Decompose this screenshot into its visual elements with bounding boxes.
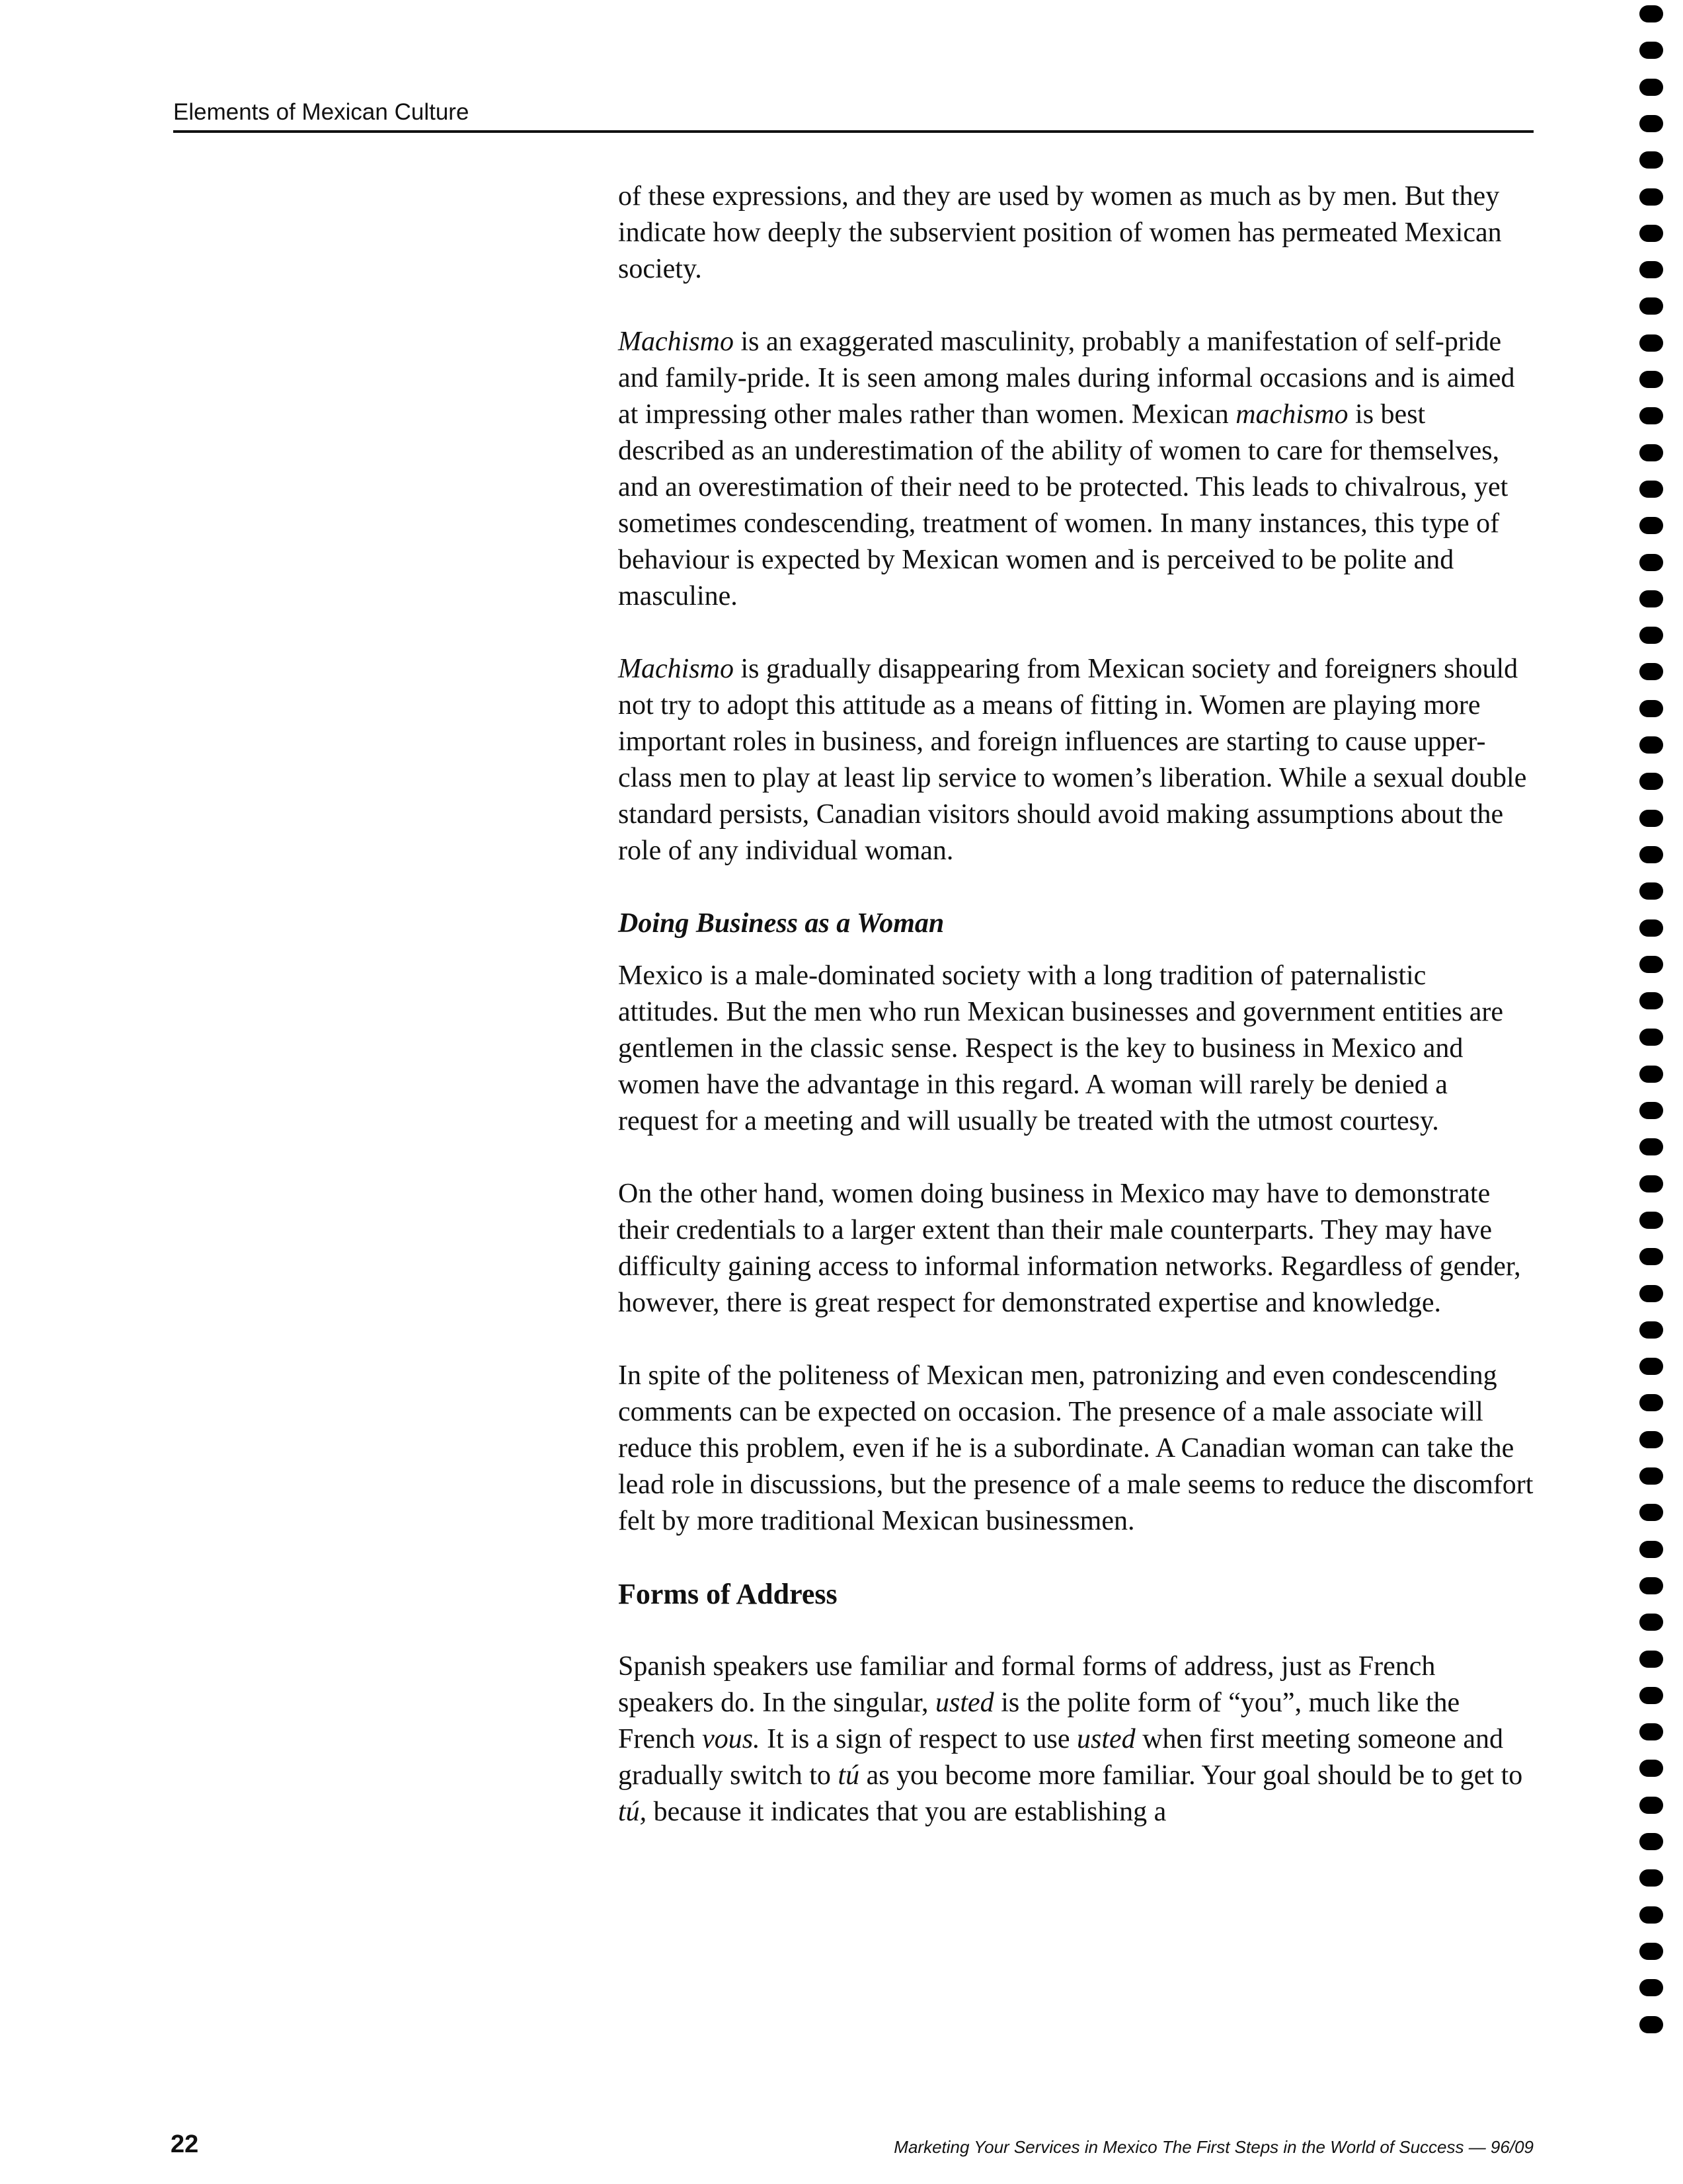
- binding-hole: [1639, 1760, 1663, 1777]
- binding-hole: [1639, 1029, 1663, 1046]
- term-machismo: machismo: [1235, 399, 1349, 430]
- running-header: Elements of Mexican Culture: [173, 99, 469, 125]
- binding-hole: [1639, 919, 1663, 937]
- binding-hole: [1639, 1321, 1663, 1339]
- paragraph-7: [618, 1649, 1534, 1830]
- section-heading-forms-of-address: Forms of Address: [618, 1578, 838, 1610]
- binding-hole: [1639, 736, 1663, 754]
- paragraph-7-text: It is a sign of respect to use: [760, 1724, 1077, 1754]
- binding-hole: [1639, 1394, 1663, 1411]
- binding-hole: [1639, 1358, 1663, 1375]
- binding-hole: [1639, 2016, 1663, 2033]
- binding-hole: [1639, 444, 1663, 461]
- binding-hole: [1639, 1504, 1663, 1521]
- binding-hole: [1639, 1614, 1663, 1631]
- binding-hole: [1639, 1175, 1663, 1192]
- paragraph-2: [618, 324, 1534, 615]
- binding-hole: [1639, 297, 1663, 315]
- binding-hole: [1639, 1979, 1663, 1996]
- binding-hole: [1639, 115, 1663, 132]
- running-footer: Marketing Your Services in Mexico The First Steps in the World of Success — 96/09: [894, 2137, 1534, 2157]
- page-number: 22: [171, 2130, 199, 2158]
- paragraph-1: of these expressions, and they are used by women as much as by men. But they indicate how deeply the subservient position of women has permeated Mexican society.: [618, 181, 1502, 284]
- binding-hole: [1639, 1066, 1663, 1083]
- term-machismo: Machismo: [618, 654, 734, 684]
- binding-hole: [1639, 1102, 1663, 1119]
- term-tu: tú: [838, 1760, 860, 1791]
- binding-hole: [1639, 663, 1663, 680]
- binding-hole: [1639, 590, 1663, 607]
- binding-hole: [1639, 481, 1663, 498]
- binding-hole: [1639, 1651, 1663, 1668]
- paragraph-3-text: is gradually disappearing from Mexican society and foreigners should not try to adopt this attitude as a means of fitting in. Women are playing more important roles in business, and foreign influences are starting to cause upper-class men to play at least lip service to women’s liberation. While a sexual double standard persists, Canadian visitors should avoid making assumptions about the role of any individual woman.: [618, 654, 1527, 866]
- binding-hole: [1639, 1797, 1663, 1814]
- binding-hole: [1639, 407, 1663, 424]
- paragraph-4: Mexico is a male-dominated society with a long tradition of paternalistic attitudes. But the men who run Mexican businesses and government entities are gentlemen in the classic sense. Respect is the key to business in Mexico and women have the advantage in this regard. A woman will rarely be denied a request for a meeting and will usually be treated with the utmost courtesy.: [618, 960, 1504, 1136]
- binding-hole: [1639, 79, 1663, 96]
- binding-hole: [1639, 42, 1663, 59]
- paragraph-6: In spite of the politeness of Mexican men, patronizing and even condescending comments can be expected on occasion. The presence of a male associate will reduce this problem, even if he is a subordinate. A Canadian woman can take the lead role in discussions, but the presence of a male seems to reduce the discomfort felt by more traditional Mexican businessmen.: [618, 1360, 1534, 1536]
- binding-hole: [1639, 1431, 1663, 1448]
- binding-hole: [1639, 1723, 1663, 1740]
- binding-hole: [1639, 261, 1663, 278]
- binding-hole: [1639, 225, 1663, 242]
- binding-hole: [1639, 371, 1663, 388]
- paragraph-7-text: is the polite form of “you”, much like the French: [618, 1688, 1460, 1754]
- binding-hole: [1639, 956, 1663, 973]
- binding-hole: [1639, 882, 1663, 900]
- term-usted: usted: [1077, 1724, 1136, 1754]
- binding-hole: [1639, 554, 1663, 571]
- paragraph-7-text: as you become more familiar. Your goal should be to get to: [859, 1760, 1523, 1791]
- binding-hole: [1639, 151, 1663, 169]
- paragraph-2-text-b: is best described as an underestimation of the ability of women to care for themselves, and an overestimation of their need to be protected. This leads to chivalrous, yet sometimes condescending, treatment of women. In many instances, this type of behaviour is expected by Mexican women and is perceived to be polite and masculine.: [618, 399, 1508, 611]
- binding-hole: [1639, 5, 1663, 22]
- paragraph-5: On the other hand, women doing business in Mexico may have to demonstrate their credentials to a larger extent than their male counterparts. They may have difficulty gaining access to informal information networks. Regardless of gender, however, there is great respect for demonstrated expertise and knowledge.: [618, 1179, 1521, 1318]
- binding-hole: [1639, 700, 1663, 717]
- page-body: [618, 178, 1534, 1867]
- binding-hole: [1639, 773, 1663, 790]
- binding-hole: [1639, 188, 1663, 206]
- paragraph-3: [618, 651, 1534, 869]
- binding-hole: [1639, 1248, 1663, 1265]
- binding-hole: [1639, 1906, 1663, 1924]
- binding-hole: [1639, 627, 1663, 644]
- header-rule: [173, 130, 1534, 133]
- binding-hole: [1639, 1833, 1663, 1850]
- paragraph-7-text: because it indicates that you are establishing a: [646, 1797, 1167, 1827]
- paragraph-7-text: when first meeting someone and gradually switch to: [618, 1724, 1504, 1791]
- subheading-doing-business: Doing Business as a Woman: [618, 908, 945, 939]
- binding-hole: [1639, 1467, 1663, 1485]
- spiral-binding-holes: [1639, 0, 1666, 2184]
- paragraph-2-text-a: is an exaggerated masculinity, probably a manifestation of self-pride and family-pride. It is seen among males during informal occasions and is aimed at impressing other males rather than women. Mexican: [618, 327, 1515, 430]
- term-usted: usted: [935, 1688, 994, 1718]
- binding-hole: [1639, 810, 1663, 827]
- binding-hole: [1639, 1577, 1663, 1594]
- binding-hole: [1639, 517, 1663, 534]
- binding-hole: [1639, 1687, 1663, 1704]
- binding-hole: [1639, 1285, 1663, 1302]
- binding-hole: [1639, 334, 1663, 352]
- term-tu: tú,: [618, 1797, 647, 1827]
- term-vous: vous.: [702, 1724, 760, 1754]
- binding-hole: [1639, 846, 1663, 863]
- binding-hole: [1639, 1541, 1663, 1558]
- binding-hole: [1639, 1138, 1663, 1155]
- binding-hole: [1639, 1869, 1663, 1887]
- binding-hole: [1639, 1212, 1663, 1229]
- term-machismo: Machismo: [618, 327, 734, 357]
- paragraph-7-text: Spanish speakers use familiar and formal forms of address, just as French speakers do. In the singular,: [618, 1651, 1436, 1718]
- binding-hole: [1639, 1943, 1663, 1960]
- binding-hole: [1639, 992, 1663, 1009]
